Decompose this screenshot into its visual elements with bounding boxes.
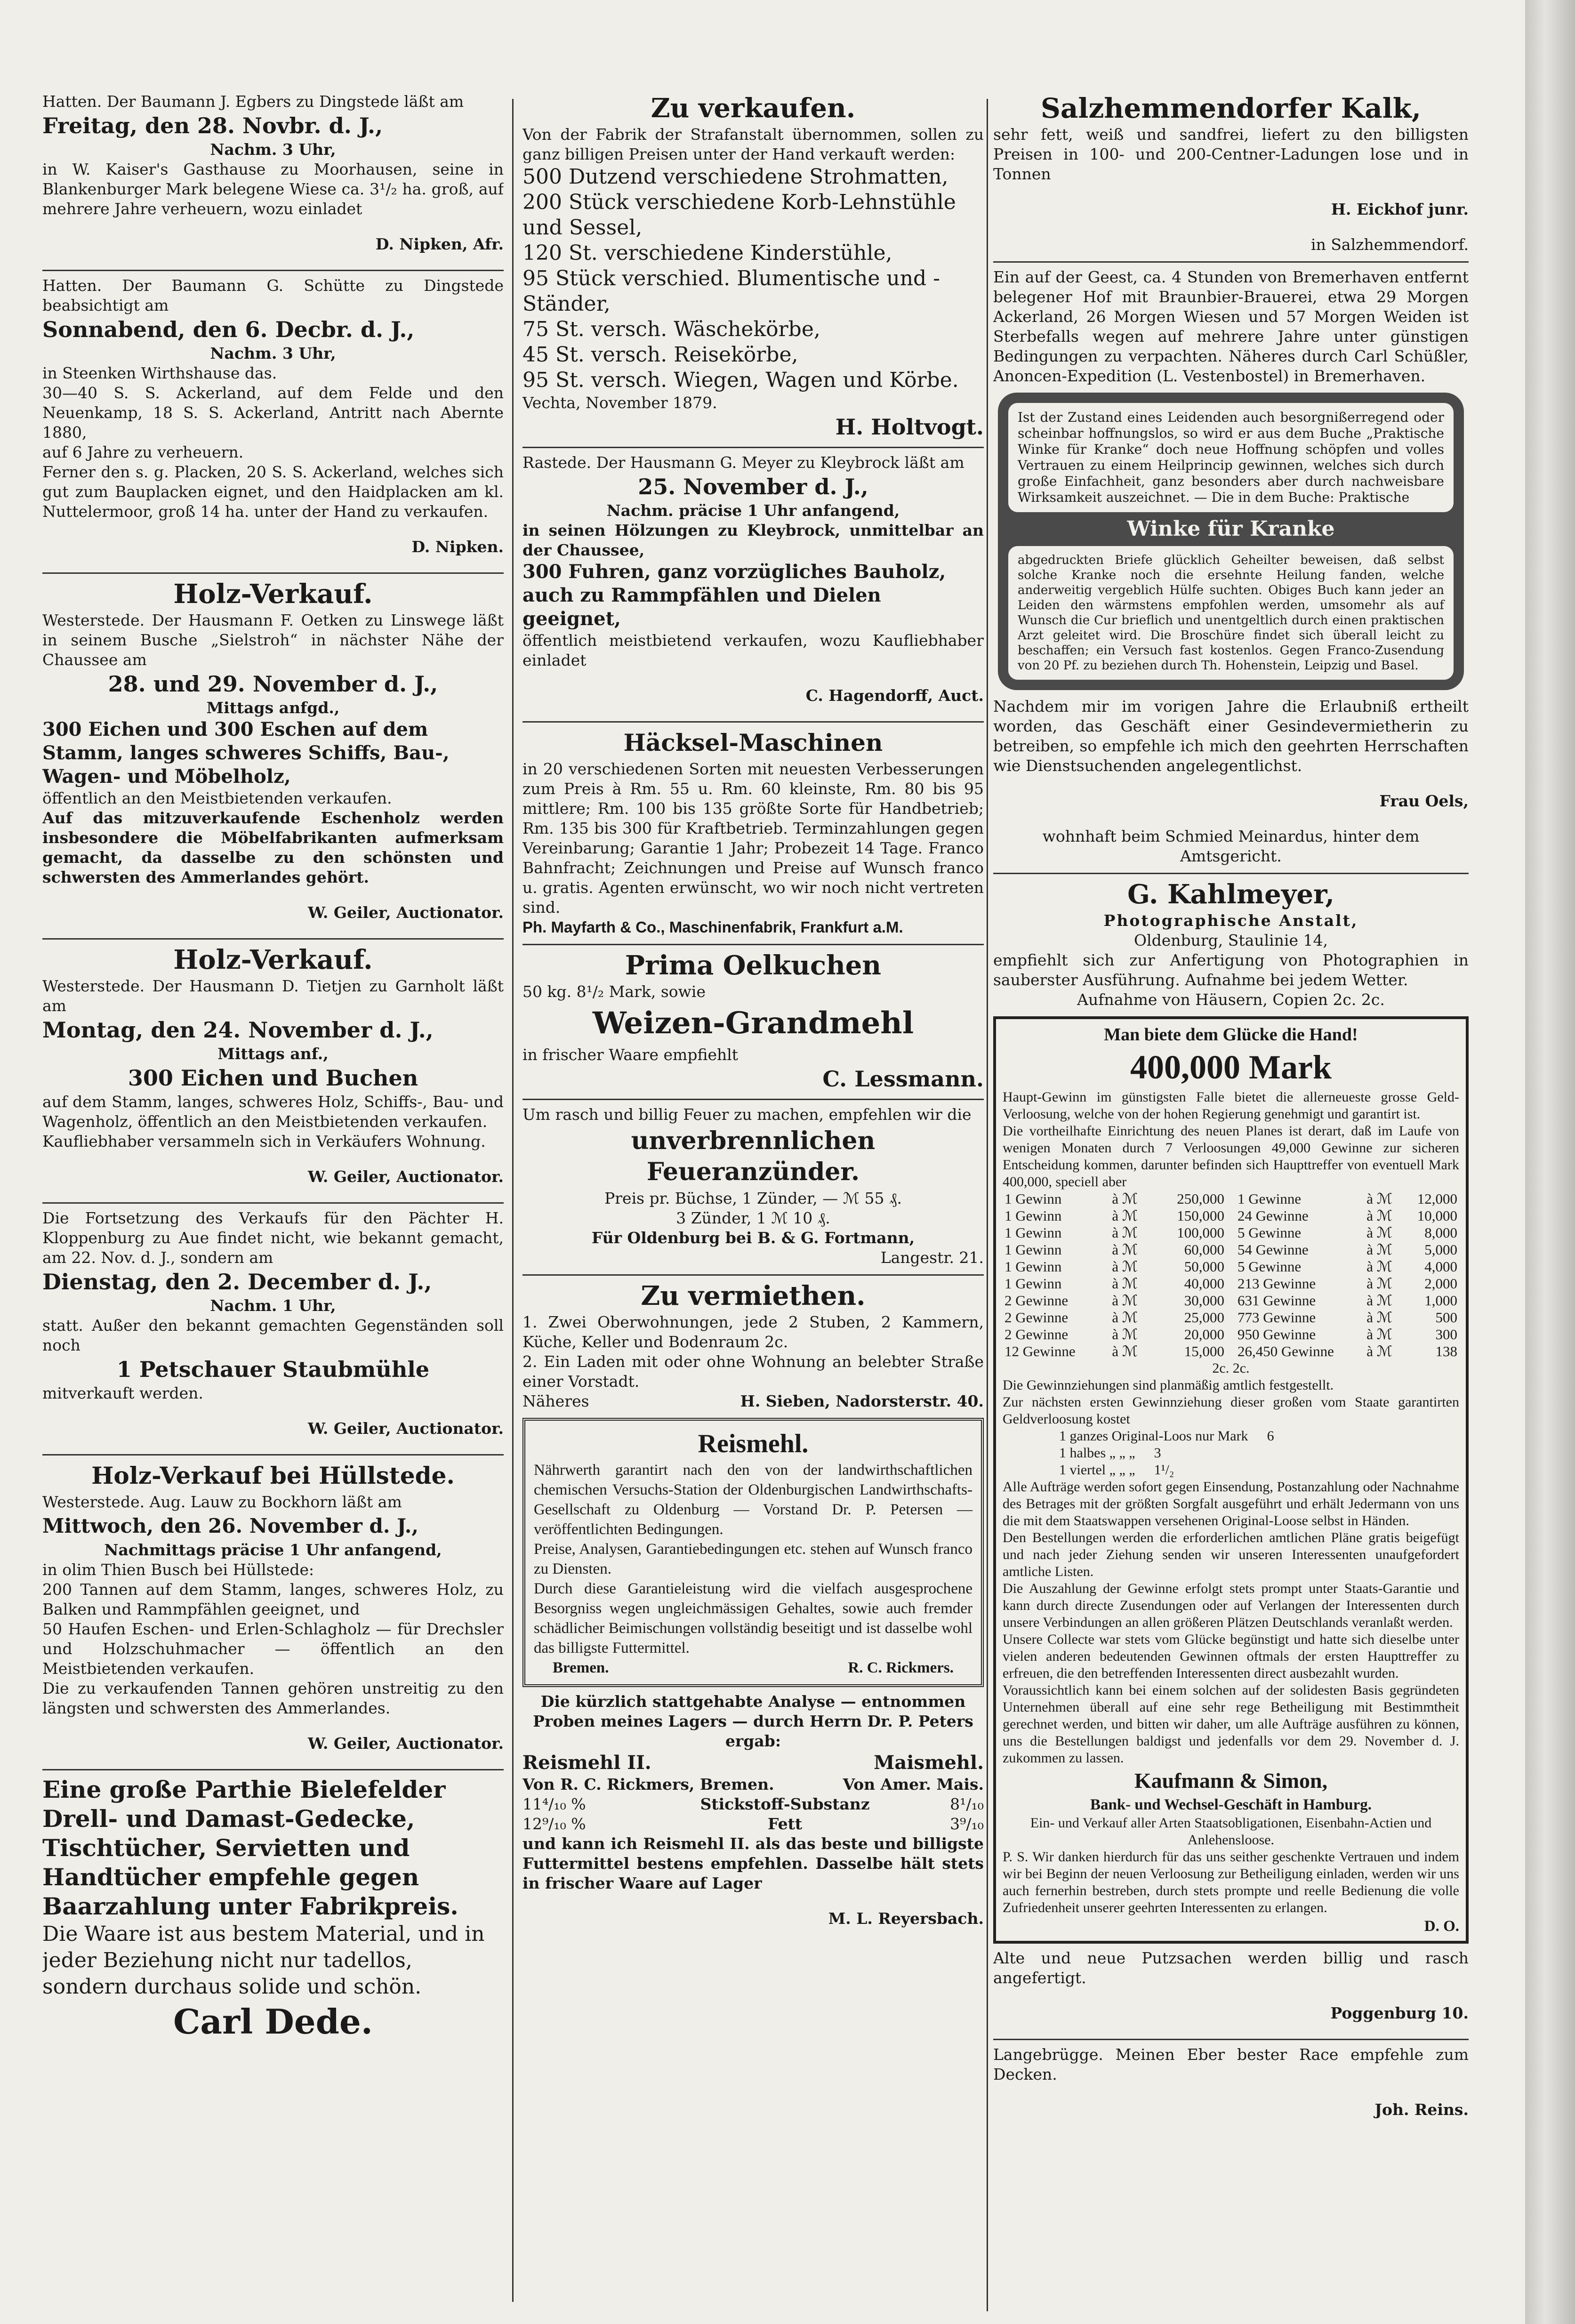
prize-row	[1236, 1224, 1459, 1241]
ad-title: Holz-Verkauf.	[173, 579, 373, 610]
ad-oels-servants: Nachdem mir im vorigen Jahre die Erlaubniß ertheilt worden, das Geschäft einer Gesindevermietherin zu betreiben, so empfehle ich mich den geehrten Herrschaften wie Dienstsuchenden angelegentlichst. Frau Oels, wohnhaft beim Schmied Meinardus, hinter dem Amtsgericht.	[993, 697, 1469, 865]
prize-unit: à ℳ	[1366, 1224, 1392, 1241]
prize-row	[1003, 1292, 1226, 1309]
ad-signature: Frau Oels,	[1379, 792, 1469, 810]
ad-date: Sonnabend, den 6. Decbr. d. J.,	[42, 317, 415, 342]
divider	[42, 572, 504, 574]
ad-lessmann-feed: Prima Oelkuchen 50 kg. 8¹/₂ Mark, sowie Weizen-Grandmehl in frischer Waare empfiehlt C. Lessmann.	[522, 950, 984, 1092]
prize-row	[1003, 1190, 1226, 1207]
prize-count: 213 Gewinne	[1238, 1275, 1316, 1292]
ad-signature: W. Geiler, Auctionator.	[307, 1419, 504, 1438]
prize-amount: 25,000	[1184, 1309, 1224, 1326]
ad-signature: Ph. Mayfarth & Co., Maschinenfabrik, Frankfurt a.M.	[522, 918, 903, 936]
prize-row	[1003, 1241, 1226, 1258]
ad-hohenstein-book: Ist der Zustand eines Leidenden auch besorgnißerregend oder scheinbar hoffnungslos, so wird er aus dem Buche „Praktische Winke für Kranke“ doch neue Hoffnung schöpfen und volles Vertrauen zu einem Heilprincip gewinnen, welches sich durch große Einfachheit, ganz besonders aber durch nachweisbare Wirksamkeit auszeichnet. — Die in dem Buche: Praktische Winke für Kranke abgedruckten Briefe glücklich Geheilter beweisen, daß selbst solche Kranke noch die ersehnte Heilung fanden, welche anderweitig vergeblich Hülfe suchten. Obiges Buch kann jeder an Leiden den wärmstens empfohlen werden, umsomehr als auf Wunsch die Cur brieflich und unentgeltlich durch einen praktischen Arzt geleitet wird. Die Broschüre findet sich überall leicht zu beschaffen; ein Versuch fast kostenlos. Gegen Franco-Zusendung von 20 Pf. zu beziehen durch Th. Hohenstein, Leipzig und Basel.	[998, 393, 1464, 690]
divider	[522, 721, 984, 723]
prize-count: 2 Gewinne	[1004, 1292, 1069, 1309]
ad-schuette-farmland: Hatten. Der Baumann G. Schütte zu Dingstede beabsichtigt am Sonnabend, den 6. Decbr. d. J., Nachm. 3 Uhr, in Steenken Wirthshause das. 30—40 S. S. Ackerland, auf dem Felde und den Neuenkamp, 18 S. S. Ackerland, Antritt nach Aberntе 1880, auf 6 Jahre zu verheuern. Ferner den s. g. Placken, 20 S. S. Ackerland, welches sich gut zum Bauplacken eignet, und den Haidplacken am kl. Nuttelermoor, groß 14 ha. unter der Hand zu verkaufen. D. Nipken.	[42, 276, 504, 556]
divider	[522, 944, 984, 945]
prize-unit: à ℳ	[1366, 1292, 1392, 1309]
prize-amount: 5,000	[1424, 1241, 1457, 1258]
divider	[42, 1454, 504, 1456]
prize-count: 950 Gewinne	[1238, 1326, 1316, 1343]
list-item: 75 St. versch. Wäschekörbe,	[522, 317, 820, 341]
column-right	[993, 92, 1469, 2135]
ad-date: Mittwoch, den 26. November d. J.,	[42, 1514, 418, 1537]
prize-row	[1003, 1343, 1226, 1360]
ad-reins-boar: Langebrügge. Meinen Eber bester Race empfehle zum Decken. Joh. Reins.	[993, 2045, 1469, 2119]
ad-holtvogt-wickerwork: Zu verkaufen. Von der Fabrik der Strafanstalt übernommen, sollen zu ganz billigen Preisen unter der Hand verkauft werden: 500 Dutzend verschiedene Strohmatten, 200 Stück verschiedene Korb-Lehnstühle und Sessel, 120 St. verschiedene Kinderstühle, 95 Stück verschied. Blumentische und -Ständer, 75 St. versch. Wäschekörbe, 45 St. versch. Reisekörbe, 95 St. versch. Wiegen, Wagen und Körbe. Vechta, November 1879. H. Holtvogt.	[522, 93, 984, 440]
ad-fortmann-firelighters: Um rasch und billig Feuer zu machen, empfehlen wir die unverbrennlichen Feueranzünder. Preis pr. Büchse, 1 Zünder, — ℳ 55 ₰. 3 Zünder, 1 ℳ 10 ₰. Für Oldenburg bei B. & G. Fortmann, Langestr. 21.	[522, 1105, 984, 1267]
list-item: 95 Stück verschied. Blumentische und -Ständer,	[522, 266, 940, 316]
ad-meyer-timber: Rastede. Der Hausmann G. Meyer zu Kleybrock läßt am 25. November d. J., Nachm. präcise 1 Uhr anfangend, in seinen Hölzungen zu Kleybrock, unmittelbar an der Chaussee, 300 Fuhren, ganz vorzügliches Bauholz, auch zu Rammpfählen und Dielen geeignet, öffentlich meistbietend verkaufen, wozu Kaufliebhaber einladet C. Hagendorff, Auct.	[522, 453, 984, 705]
prize-row	[1236, 1241, 1459, 1258]
prize-count: 1 Gewinn	[1004, 1224, 1062, 1241]
divider	[522, 447, 984, 448]
ad-title: Salzhemmendorfer Kalk,	[1040, 92, 1422, 124]
ad-eickhof-lime: Salzhemmendorfer Kalk, sehr fett, weiß und sandfrei, liefert zu den billigsten Preisen in 100- und 200-Centner-Ladungen lose und in Tonnen H. Eickhof junr. in Salzhemmendorf.	[993, 92, 1469, 254]
prize-amount: 2,000	[1424, 1275, 1457, 1292]
ad-signature: D. Nipken.	[411, 538, 504, 556]
prize-unit: à ℳ	[1112, 1326, 1138, 1343]
ad-signature: Poggenburg 10.	[1330, 2004, 1469, 2022]
prize-amount: 250,000	[1177, 1190, 1224, 1207]
divider	[42, 938, 504, 940]
ad-title: Reismehl.	[698, 1429, 809, 1458]
prize-row	[1003, 1224, 1226, 1241]
ad-signature: D. Nipken, Afr.	[375, 235, 504, 253]
prize-unit: à ℳ	[1112, 1224, 1138, 1241]
prize-count: 773 Gewinne	[1238, 1309, 1316, 1326]
prize-unit: à ℳ	[1366, 1275, 1392, 1292]
ad-kaufmann-simon-lottery: Man biete dem Glücke die Hand! 400,000 Mark Haupt-Gewinn im günstigsten Falle bietet die allerneueste grosse Geld-Verloosung, welche von der hohen Regierung genehmigt und garantirt ist. Die vortheilhafte Einrichtung des neuen Planes ist derart, daß im Laufe von wenigen Monaten durch 7 Verloosungen 49,000 Gewinne zur sicheren Entscheidung kommen, darunter befinden sich Haupttreffer von eventuell Mark 400,000, speciell aber 1 Gewinn à ℳ 250,000 1 Gewinn à ℳ 150,000 1 Gewinn à ℳ 100,000 1 Gewinn à ℳ 60,000 1 Gewinn à ℳ 50,000 1 Gewinn à ℳ 40,000 2 Gewinne à ℳ 30,000 2 Gewinne à ℳ 25,000 2 Gewinne à ℳ 20,000 12 Gewinne à ℳ 15,000 1 Gewinne à ℳ 12,000 24 Gewinne à ℳ 10,000 5 Gewinne à ℳ 8,000 54 Gewinne à ℳ 5,000 5 Gewinne à ℳ 4,000 213 Gewinne à ℳ 2,000 631 Gewinne à ℳ 1,000 773 Gewinne à ℳ 500 950 Gewinne à ℳ 300 26,450 Gewinne à ℳ 138 2c. 2c. Die Gewinnziehungen sind planmäßig amtlich festgestellt. Zur nächsten ersten Gewinnziehung dieser großen vom Staate garantirten Geldverloosung kostet 1 ganzes Original-Loos nur Mark 6 1 halbes „ „ „ 3 1 viertel „ „ „ 1¹/₂ Alle Aufträge werden sofort gegen Einsendung, Postanzahlung oder Nachnahme des Betrages mit der größten Sorgfalt ausgeführt und erhält Jedermann von uns die mit dem Staatswappen versehenen Original-Loose selbst in Händen. Den Bestellungen werden die erforderlichen amtlichen Pläne gratis beigefügt und nach jeder Ziehung senden wir unseren Interessenten unaufgefordert amtliche Listen. Die Auszahlung der Gewinne erfolgt stets prompt unter Staats-Garantie und kann durch directe Zusendungen oder auf Verlangen der Interessenten durch unsere Verbindungen an allen größeren Plätzen Deutschlands veranlaßt werden. Unsere Collecte war stets vom Glücke begünstigt und hatte sich dieselbe unter vielen anderen bedeutenden Gewinnen oftmals der ersten Haupttreffer zu erfreuen, die den betreffenden Interessenten direct ausbezahlt wurden. Voraussichtlich kann bei einem solchen auf der solidesten Basis gegründeten Unternehmen überall auf eine sehr rege Betheiligung mit Bestimmtheit gerechnet werden, und bitten wir daher, um alle Aufträge ausführen zu können, uns die Bestellungen baldigst und jedenfalls vor dem 29. November d. J. zukommen zu lassen. Kaufmann & Simon, Bank- und Wechsel-Geschäft in Hamburg. Ein- und Verkauf aller Arten Staatsobligationen, Eisenbahn-Actien und Anlehensloose. P. S. Wir danken hierdurch für das uns seither geschenkte Vertrauen und indem wir bei Beginn der neuen Verloosung zur Betheiligung einladen, werden wir uns auch fernerhin bestreben, durch stets prompte und reelle Bedienung die volle Zufriedenheit unserer geehrten Interessenten zu erlangen. D. O.	[993, 1016, 1469, 1944]
analysis-row: 11⁴/₁₀ % Stickstoff-Substanz 8¹/₁₀	[522, 1795, 984, 1813]
prize-unit: à ℳ	[1366, 1190, 1392, 1207]
prize-count: 54 Gewinne	[1238, 1241, 1309, 1258]
prize-amount: 20,000	[1184, 1326, 1224, 1343]
prize-count: 1 Gewinn	[1004, 1207, 1062, 1224]
list-item: 200 Stück verschiedene Korb-Lehnstühle und Sessel,	[522, 190, 956, 240]
lottery-headline: Man biete dem Glücke die Hand!	[1104, 1025, 1358, 1045]
prize-row	[1236, 1309, 1459, 1326]
prize-unit: à ℳ	[1112, 1275, 1138, 1292]
ad-title: Häcksel-Maschinen	[623, 729, 883, 756]
prize-amount: 4,000	[1424, 1258, 1457, 1275]
ad-signature: W. Geiler, Auctionator.	[307, 903, 504, 922]
prize-table-left	[1003, 1190, 1226, 1360]
analysis-row: 12⁹/₁₀ % Fett 3⁹/₁₀	[522, 1815, 984, 1833]
ad-kloppenburg-sale: Die Fortsetzung des Verkaufs für den Pächter H. Kloppenburg zu Aue findet nicht, wie bekannt gemacht, am 22. Nov. d. J., sondern am Dienstag, den 2. December d. J., Nachm. 1 Uhr, statt. Außer den bekannt gemachten Gegenständen soll noch 1 Petschauer Staubmühle mitverkauft werden. W. Geiler, Auctionator.	[42, 1209, 504, 1438]
book-title: Winke für Kranke	[1127, 517, 1335, 541]
prize-unit: à ℳ	[1112, 1309, 1138, 1326]
column-rule-left	[512, 99, 514, 2302]
ad-title: Prima Oelkuchen	[625, 950, 882, 981]
prize-row	[1236, 1190, 1459, 1207]
prize-row	[1003, 1258, 1226, 1275]
divider	[42, 1202, 504, 1204]
prize-count: 1 Gewinn	[1004, 1190, 1062, 1207]
ad-kahlmeyer-photo: G. Kahlmeyer, Photographische Anstalt, Oldenburg, Staulinie 14, empfiehlt sich zur Anfertigung von Photographien in sauberster Ausführung. Aufnahme bei jedem Wetter. Aufnahme von Häusern, Copien 2c. 2c.	[993, 879, 1469, 1009]
prize-row	[1236, 1343, 1459, 1360]
prize-amount: 138	[1435, 1343, 1457, 1359]
divider	[42, 1769, 504, 1770]
prize-amount: 300	[1435, 1326, 1457, 1343]
prize-unit: à ℳ	[1112, 1343, 1138, 1359]
ad-title: Holz-Verkauf.	[173, 944, 373, 975]
prize-amount: 30,000	[1184, 1292, 1224, 1309]
ad-signature: Joh. Reins.	[1374, 2100, 1469, 2119]
ad-mayfarth-chaff-cutters: Häcksel-Maschinen in 20 verschiedenen Sorten mit neuesten Verbesserungen zum Preis à Rm. 55 u. Rm. 60 kleinste, Rm. 80 bis 95 mittlere; Rm. 100 bis 135 größte Sorte für Handbetrieb; Rm. 135 bis 300 für Kraftbetrieb. Terminzahlungen gegen Vereinbarung; Garantie 1 Jahr; Probezeit 14 Tage. Franco Bahnfracht; Zeichnungen und Preise auf Wunsch franco u. gratis. Agenten erwünscht, wo wir noch nicht vertreten sind. Ph. Mayfarth & Co., Maschinenfabrik, Frankfurt a.M.	[522, 727, 984, 937]
prize-count: 2 Gewinne	[1004, 1309, 1069, 1326]
ad-title: Zu vermiethen.	[641, 1280, 866, 1311]
prize-count: 5 Gewinne	[1238, 1258, 1302, 1275]
prize-row	[1236, 1258, 1459, 1275]
prize-row	[1236, 1207, 1459, 1224]
prize-amount: 1,000	[1424, 1292, 1457, 1309]
prize-amount: 500	[1435, 1309, 1457, 1326]
list-item: 45 St. versch. Reisekörbe,	[522, 343, 798, 367]
list-item: 500 Dutzend verschiedene Strohmatten,	[522, 165, 948, 189]
divider	[993, 873, 1469, 874]
prize-row	[1236, 1275, 1459, 1292]
prize-row	[1003, 1207, 1226, 1224]
ad-date: Freitag, den 28. Novbr. d. J.,	[42, 113, 383, 138]
lottery-prize: 400,000 Mark	[1130, 1048, 1332, 1086]
prize-table-right	[1236, 1190, 1459, 1360]
prize-amount: 8,000	[1424, 1224, 1457, 1241]
prize-amount: 40,000	[1184, 1275, 1224, 1292]
ad-dede-linen: Eine große Parthie Bielefelder Drell- und Damast-Gedecke, Tischtücher, Servietten und Handtücher empfehle gegen Baarzahlung unter Fabrikpreis. Die Waare ist aus bestem Material, und in jeder Beziehung nicht nur tadellos, sondern durchaus solide und schön. Carl Dede.	[42, 1775, 504, 2042]
ad-signature: R. C. Rickmers.	[848, 1659, 954, 1676]
ad-signature: H. Holtvogt.	[835, 414, 984, 440]
ad-tietjen-timber: Holz-Verkauf. Westerstede. Der Hausmann D. Tietjen zu Garnholt läßt am Montag, den 24. November d. J., Mittags anf., 300 Eichen und Buchen auf dem Stamm, langes, schweres Holz, Schiffs-, Bau- und Wagenholz, öffentlich an den Meistbietenden verkaufen. Kaufliebhaber versammeln sich in Verkäufers Wohnung. W. Geiler, Auctionator.	[42, 944, 504, 1186]
ad-poggenburg-millinery: Alte und neue Putzsachen werden billig und rasch angefertigt. Poggenburg 10.	[993, 1949, 1469, 2022]
divider	[522, 1274, 984, 1276]
ad-egbers-meadow: Hatten. Der Baumann J. Egbers zu Dingstede läßt am Freitag, den 28. Novbr. d. J., Nachm. 3 Uhr, in W. Kaiser's Gasthause zu Moorhausen, seine in Blankenburger Mark belegene Wiese ca. 3¹/₂ ha. groß, auf mehrere Jahre verheuern, wozu einladet D. Nipken, Afr.	[42, 92, 504, 253]
prize-count: 1 Gewinn	[1004, 1241, 1062, 1258]
ad-title: unverbrennlichen Feueranzünder.	[631, 1126, 876, 1186]
ad-date: Dienstag, den 2. December d. J.,	[42, 1269, 432, 1295]
ad-date: 28. und 29. November d. J.,	[108, 671, 438, 697]
ad-oetken-timber: Holz-Verkauf. Westerstede. Der Hausmann F. Oetken zu Linswege läßt in seinem Busche „Sielstroh“ in nächster Nähe der Chaussee am 28. und 29. November d. J., Mittags anfgd., 300 Eichen und 300 Eschen auf dem Stamm, langes schweres Schiffs, Bau-, Wagen- und Möbelholz, öffentlich an den Meistbietenden verkaufen. Auf das mitzuverkaufende Eschenholz werden insbesondere die Möbelfabrikanten aufmerksam gemacht, da dasselbe zu den schönsten und schwersten des Ammerlandes gehört. W. Geiler, Auctionator.	[42, 579, 504, 922]
column-left	[42, 92, 504, 2048]
prize-amount: 60,000	[1184, 1241, 1224, 1258]
prize-amount: 15,000	[1184, 1343, 1224, 1359]
prize-row	[1003, 1309, 1226, 1326]
ad-lauw-timber: Holz-Verkauf bei Hüllstede. Westerstede. Aug. Lauw zu Bockhorn läßt am Mittwoch, den 26. November d. J., Nachmittags präcise 1 Uhr anfangend, in olim Thien Busch bei Hüllstede: 200 Tannen auf dem Stamm, langes, schweres Holz, zu Balken und Rammpfählen geeignet, und 50 Haufen Eschen- und Erlen-Schlagholz — für Drechsler und Holzschuhmacher — öffentlich an den Meistbietenden verkaufen. Die zu verkaufenden Tannen gehören unstreitig zu den längsten und schwersten des Ammerlandes. W. Geiler, Auctionator.	[42, 1460, 504, 1753]
prize-unit: à ℳ	[1112, 1241, 1138, 1258]
prize-amount: 10,000	[1417, 1207, 1457, 1224]
analysis-heading-ricemeal: Reismehl II.	[522, 1752, 651, 1774]
ticket-prices: 1 ganzes Original-Loos nur Mark 6 1 halbes „ „ „ 3 1 viertel „ „ „ 1¹/₂	[1059, 1428, 1274, 1478]
list-item: 95 St. versch. Wiegen, Wagen und Körbe.	[522, 368, 959, 392]
prize-unit: à ℳ	[1112, 1292, 1138, 1309]
prize-unit: à ℳ	[1366, 1207, 1392, 1224]
prize-amount: 50,000	[1184, 1258, 1224, 1275]
ad-title: Holz-Verkauf bei Hüllstede.	[91, 1462, 455, 1489]
column-rule-right	[987, 99, 988, 2311]
prize-unit: à ℳ	[1366, 1326, 1392, 1343]
prize-unit: à ℳ	[1366, 1343, 1392, 1359]
column-middle	[522, 92, 984, 1944]
prize-unit: à ℳ	[1112, 1190, 1138, 1207]
prize-amount: 100,000	[1177, 1224, 1224, 1241]
ad-signature: Carl Dede.	[173, 2002, 373, 2042]
ad-signature: H. Eickhof junr.	[1331, 200, 1469, 218]
ad-date: Montag, den 24. November d. J.,	[42, 1017, 434, 1043]
prize-count: 1 Gewinn	[1004, 1258, 1062, 1275]
prize-unit: à ℳ	[1112, 1258, 1138, 1275]
prize-table	[1003, 1190, 1459, 1360]
prize-count: 1 Gewinne	[1238, 1190, 1302, 1207]
prize-unit: à ℳ	[1112, 1207, 1138, 1224]
prize-count: 2 Gewinne	[1004, 1326, 1069, 1343]
ad-title: Zu verkaufen.	[651, 93, 856, 124]
prize-row	[1003, 1326, 1226, 1343]
prize-count: 5 Gewinne	[1238, 1224, 1302, 1241]
ad-signature: C. Lessmann.	[822, 1066, 984, 1092]
ad-sieben-rent: Zu vermiethen. 1. Zwei Oberwohnungen, jede 2 Stuben, 2 Kammern, Küche, Keller und Bodenraum 2c. 2. Ein Laden mit oder ohne Wohnung an belebter Straße einer Vorstadt. Näheres H. Sieben, Nadorsterstr. 40.	[522, 1280, 984, 1410]
prize-row	[1003, 1275, 1226, 1292]
prize-unit: à ℳ	[1366, 1309, 1392, 1326]
page-edge	[1525, 0, 1575, 2324]
ad-reyersbach-analysis: Die kürzlich stattgehabte Analyse — entnommen Proben meines Lagers — durch Herrn Dr. P. Peters ergab: Reismehl II. Maismehl. Von R. C. Rickmers, Bremen. Von Amer. Mais. 11⁴/₁₀ % Stickstoff-Substanz 8¹/₁₀ 12⁹/₁₀ % Fett 3⁹/₁₀ und kann ich Reismehl II. als das beste und billigste Futtermittel bestens empfehlen. Dasselbe hält stets in frischer Waare auf Lager M. L. Reyersbach.	[522, 1692, 984, 1928]
prize-row	[1236, 1326, 1459, 1343]
ad-schuessler-farm-lease: Ein auf der Geest, ca. 4 Stunden von Bremerhaven entfernt belegener Hof mit Braunbier-Brauerei, etwa 29 Morgen Ackerland, 26 Morgen Wiesen und 57 Morgen Weiden ist Sterbefalls wegen auf mehrere Jahre unter günstigen Bedingungen zu verpachten. Näheres durch Carl Schüßler, Anoncen-Expedition (L. Vestenbostel) in Bremerhaven.	[993, 268, 1469, 385]
prize-count: 24 Gewinne	[1238, 1207, 1309, 1224]
ad-signature: H. Sieben, Nadorsterstr. 40.	[740, 1392, 984, 1410]
ad-signature: W. Geiler, Auctionator.	[307, 1734, 504, 1753]
ad-signature: M. L. Reyersbach.	[828, 1909, 984, 1928]
prize-amount: 150,000	[1177, 1207, 1224, 1224]
prize-count: 631 Gewinne	[1238, 1292, 1316, 1309]
ad-date: 25. November d. J.,	[638, 474, 868, 499]
analysis-heading-maize: Maismehl.	[874, 1752, 984, 1774]
prize-count: 1 Gewinn	[1004, 1275, 1062, 1292]
divider	[522, 1099, 984, 1100]
ad-rickmers-ricemeal: Reismehl. Nährwerth garantirt nach den von der landwirthschaftlichen chemischen Versuchs-Station der Oldenburgischen Landwirthschafts-Gesellschaft zu Oldenburg — Vorstand Dr. P. Petersen — veröffentlichten Bedingungen. Preise, Analysen, Garantiebedingungen etc. stehen auf Wunsch franco zu Diensten. Durch diese Garantieleistung wird die vielfach ausgesprochene Besorgniss wegen ungleichmässigen Gehaltes, sowie auch fremder schädlicher Beimischungen vollständig beseitigt und ist dasselbe wohl das billigste Futtermittel. Bremen. R. C. Rickmers.	[522, 1418, 984, 1687]
prize-amount: 12,000	[1417, 1190, 1457, 1207]
item-list	[522, 164, 984, 393]
prize-unit: à ℳ	[1366, 1258, 1392, 1275]
ad-signature: C. Hagendorff, Auct.	[805, 686, 984, 705]
divider	[993, 261, 1469, 263]
prize-unit: à ℳ	[1366, 1241, 1392, 1258]
list-item: 120 St. verschiedene Kinderstühle,	[522, 241, 892, 265]
prize-count: 12 Gewinne	[1004, 1343, 1076, 1359]
prize-count: 26,450 Gewinne	[1238, 1343, 1334, 1359]
prize-row	[1236, 1292, 1459, 1309]
lottery-firm: Kaufmann & Simon,	[1134, 1769, 1328, 1793]
divider	[42, 270, 504, 271]
divider	[993, 2039, 1469, 2040]
ad-title: G. Kahlmeyer,	[1127, 879, 1334, 910]
ad-signature: W. Geiler, Auctionator.	[307, 1167, 504, 1186]
